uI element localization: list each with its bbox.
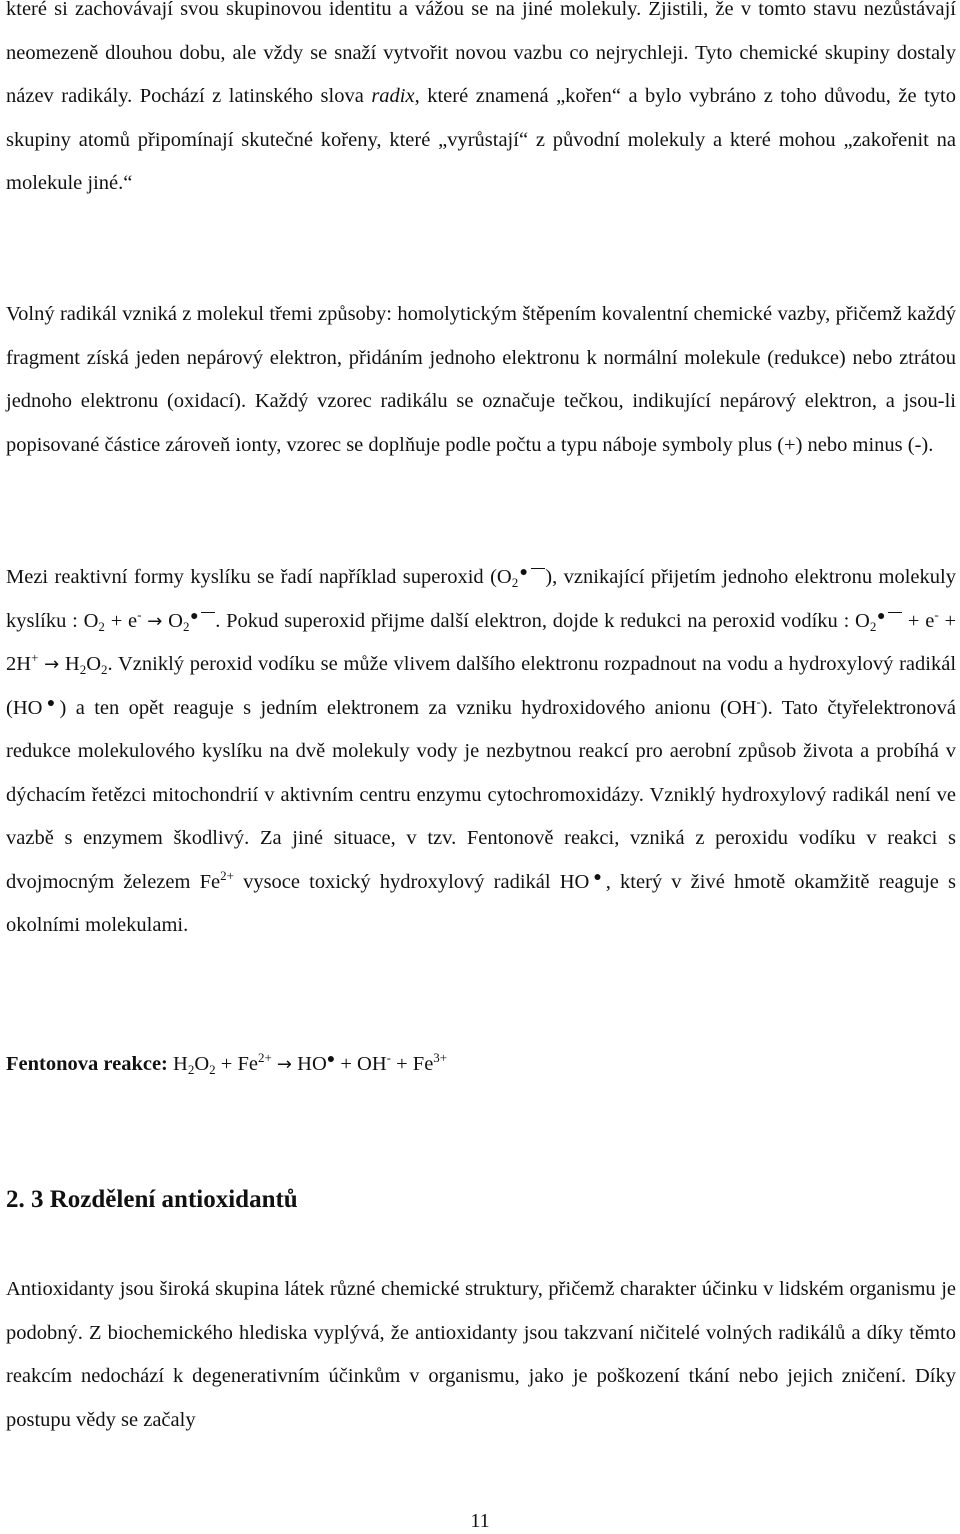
- text-run: , které znamená „kořen“ a bylo vybráno z toho důvodu, že tyto skupiny atomů připomínají skutečné kořeny, které „vyrůstají“ z původní molekuly a které mohou „zakořenit na molekule jiné.“: [6, 85, 956, 194]
- radical-dot: ●: [876, 608, 887, 624]
- subscript: 2: [187, 1062, 195, 1077]
- subscript: 2: [209, 1062, 216, 1077]
- text-run: H: [167, 1053, 188, 1075]
- text-run: + 2H: [6, 609, 957, 675]
- text-run: , který v živé hmotě okamžitě reaguje s okolními molekulami.: [6, 870, 956, 936]
- text-run: + OH: [335, 1053, 387, 1075]
- paragraph-radical-formation: Volný radikál vzniká z molekul třemi způsoby: homolytickým štěpením kovalentní chemické vazby, přičemž každý fragment získá jeden nepárový elektron, přidáním jednoho elektronu k normální molekule (redukce) nebo ztrátou jednoho elektronu (oxidací). Každý vzorec radikálu se označuje tečkou, indikující nepárový elektron, a jsou-li popisované částice zároveň ionty, vzorec se doplňuje podle počtu a typu náboje symboly plus (+) nebo minus (-).: [6, 303, 956, 456]
- superscript: +: [31, 650, 39, 665]
- text-run: které si zachovávají svou skupinovou identitu a vážou se na jiné molekuly. Zjistili, že v tomto stavu nezůstávají neomezeně dlouhou dobu, ale vždy se snaží vytvořit novou vazbu co nejrychleji. Tyto chemické skupiny dostaly název radikály. Pochází z latinského slova: [6, 0, 956, 107]
- subscript: 2: [511, 575, 519, 590]
- text-run: + e: [104, 609, 138, 632]
- latin-term: radix: [371, 85, 415, 107]
- page-number: 11: [470, 1510, 490, 1532]
- paragraph-antioxidants: Antioxidanty jsou široká skupina látek různé chemické struktury, přičemž charakter účinku v lidském organismu je podobný. Z biochemického hlediska vyplývá, že antioxidanty jsou takzvaní ničitelé volných radikálů a díky těmto reakcím nedochází k degenerativním účinkům v organismu, jako je poškození tkání nebo jejich zničení. Díky postupu vědy se začaly: [6, 1278, 956, 1431]
- radical-dot: ●: [589, 869, 606, 885]
- reaction-arrow: →: [276, 1054, 293, 1075]
- superscript: -: [137, 606, 142, 622]
- subscript: 2: [869, 618, 877, 634]
- superscript: 2+: [257, 1050, 272, 1065]
- text-run: . Vzniklý peroxid vodíku se může vlivem dalšího elektronu rozpadnout na vodu a hydroxylový radikál (HO: [6, 653, 957, 719]
- text-run: + Fe: [390, 1053, 434, 1075]
- subscript: 2: [101, 662, 108, 677]
- text-run: + e: [902, 609, 935, 632]
- charge-dash: [201, 612, 215, 613]
- charge-dash: [531, 568, 545, 569]
- paragraph-reactive-oxygen: [6, 556, 956, 948]
- radical-dot: ●: [42, 695, 60, 711]
- fenton-reaction-equation: [6, 1043, 447, 1087]
- subscript: 2: [98, 618, 105, 634]
- superscript: 2+: [220, 867, 234, 883]
- superscript: -: [386, 1050, 391, 1065]
- section-heading: 2. 3 Rozdělení antioxidantů: [6, 1186, 298, 1213]
- text-run: ) a ten opět reaguje s jedním elektronem za vzniku hydroxidového anionu (OH: [59, 696, 757, 719]
- fenton-label: Fentonova reakce:: [6, 1053, 168, 1075]
- text-run: O: [194, 1053, 210, 1075]
- reaction-arrow: →: [147, 610, 163, 632]
- paragraph-radicals-origin: [6, 0, 956, 206]
- text-run: O: [86, 653, 102, 675]
- text-run: O: [168, 609, 183, 632]
- superscript: 3+: [433, 1050, 448, 1065]
- radical-dot: ●: [326, 1052, 336, 1067]
- text-run: HO: [292, 1053, 327, 1075]
- subscript: 2: [79, 662, 87, 677]
- radical-dot: ●: [189, 608, 200, 624]
- reaction-arrow: →: [44, 654, 60, 675]
- text-run: H: [64, 653, 80, 675]
- text-run: ), vznikající přijetím jednoho elektronu molekuly kyslíku : O: [6, 566, 956, 632]
- text-run: + Fe: [215, 1053, 258, 1075]
- superscript: -: [756, 693, 761, 709]
- text-run: . Pokud superoxid přijme další elektron, dojde k redukci na peroxid vodíku : O: [215, 609, 870, 632]
- text-run: ). Tato čtyřelektronová redukce molekulového kyslíku na dvě molekuly vody je nezbytnou reakcí pro aerobní způsob života a probíhá v dýchacím řetězci mitochondrií v aktivním centru enzymu cytochromoxidázy. Vzniklý hydroxylový radikál není ve vazbě s enzymem škodlivý. Za jiné situace, v tzv. Fentonově reakci, vzniká z peroxidu vodíku v reakci s dvojmocným železem Fe: [6, 696, 956, 893]
- subscript: 2: [182, 618, 190, 634]
- text-run: Mezi reaktivní formy kyslíku se řadí například superoxid (O: [6, 566, 512, 588]
- radical-dot: ●: [518, 565, 530, 580]
- superscript: -: [934, 606, 939, 622]
- text-run: vysoce toxický hydroxylový radikál HO: [233, 870, 590, 893]
- charge-dash: [888, 612, 902, 613]
